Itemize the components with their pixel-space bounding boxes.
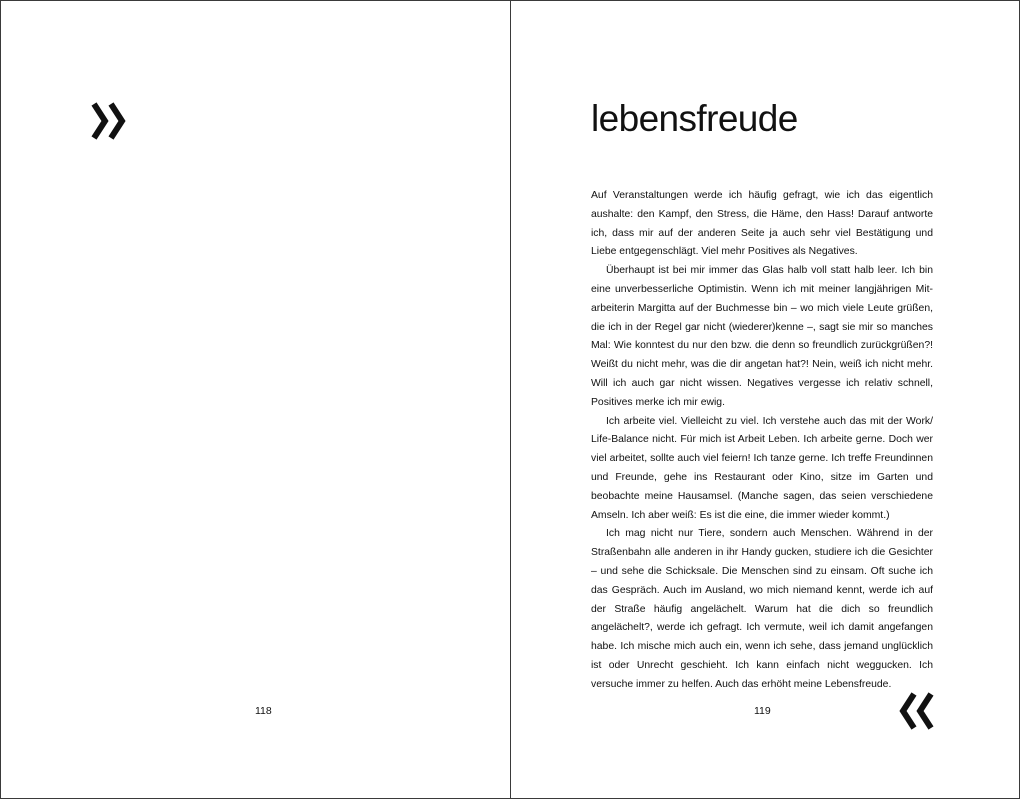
paragraph-2: Überhaupt ist bei mir immer das Glas halb voll statt halb leer. Ich bin eine unverbesserliche Optimistin. Wenn ich mit meiner langjährigen Mitarbeiterin Margitta auf der Buchmesse bin – wo mich viele Leute grüßen, die ich in der Regel gar nicht (wiederer)kenne –, sagt sie mir so manches Mal: Wie konntest du nur den bzw. die denn so freundlich zurückgrüßen?! Weißt du nicht mehr, was die dir angetan hat?! Nein, weiß ich nicht mehr. Will ich auch gar nicht wissen. Negatives vergesse ich relativ schnell, Positives merke ich mir ewig. <box>591 265 933 408</box>
left-page <box>1 1 511 798</box>
body-text <box>591 187 933 695</box>
chapter-title: lebensfreude <box>591 98 798 139</box>
guillemet-left-icon <box>894 691 934 731</box>
page-number-left: 118 <box>255 705 272 717</box>
page-number-right: 119 <box>754 705 771 717</box>
guillemet-right-icon <box>91 101 131 141</box>
paragraph-1: Auf Veranstaltungen werde ich häufig gefragt, wie ich das eigentlich aushalte: den Kampf, den Stress, die Häme, den Hass! Darauf antworte ich, dass mir auf der anderen Seite ja auch sehr viel Bestätigung und Liebe entgegenschlägt. Viel mehr Positives als Negatives. <box>591 190 933 258</box>
paragraph-3: Ich arbeite viel. Vielleicht zu viel. Ich verstehe auch das mit der Work/​Life-Balance nicht. Für mich ist Arbeit Leben. Ich arbeite gerne. Doch wer viel arbeitet, sollte auch viel feiern! Ich tanze gerne. Ich treffe Freundinnen und Freunde, gehe ins Restaurant oder Kino, sitze im Garten und beobachte meine Hausamsel. (Manche sagen, das seien verschiedene Amseln. Ich aber weiß: Es ist die eine, die immer wieder kommt.) <box>591 415 933 521</box>
paragraph-4: Ich mag nicht nur Tiere, sondern auch Menschen. Während in der Straßenbahn alle anderen in ihr Handy gucken, studiere ich die Gesichter – und sehe die Schicksale. Die Menschen sind zu einsam. Oft suche ich das Gespräch. Auch im Ausland, wo mich niemand kennt, werde ich auf der Straße häufig angelächelt. Warum hat die dich so freundlich angelächelt?, werde ich gefragt. Ich vermute, weil ich damit angefangen habe. Ich mische mich auch ein, wenn ich sehe, dass jemand unglücklich ist oder Unrecht geschieht. Ich kann einfach nicht weggucken. Ich versuche immer zu helfen. Auch das erhöht meine Lebensfreude. <box>591 528 933 690</box>
